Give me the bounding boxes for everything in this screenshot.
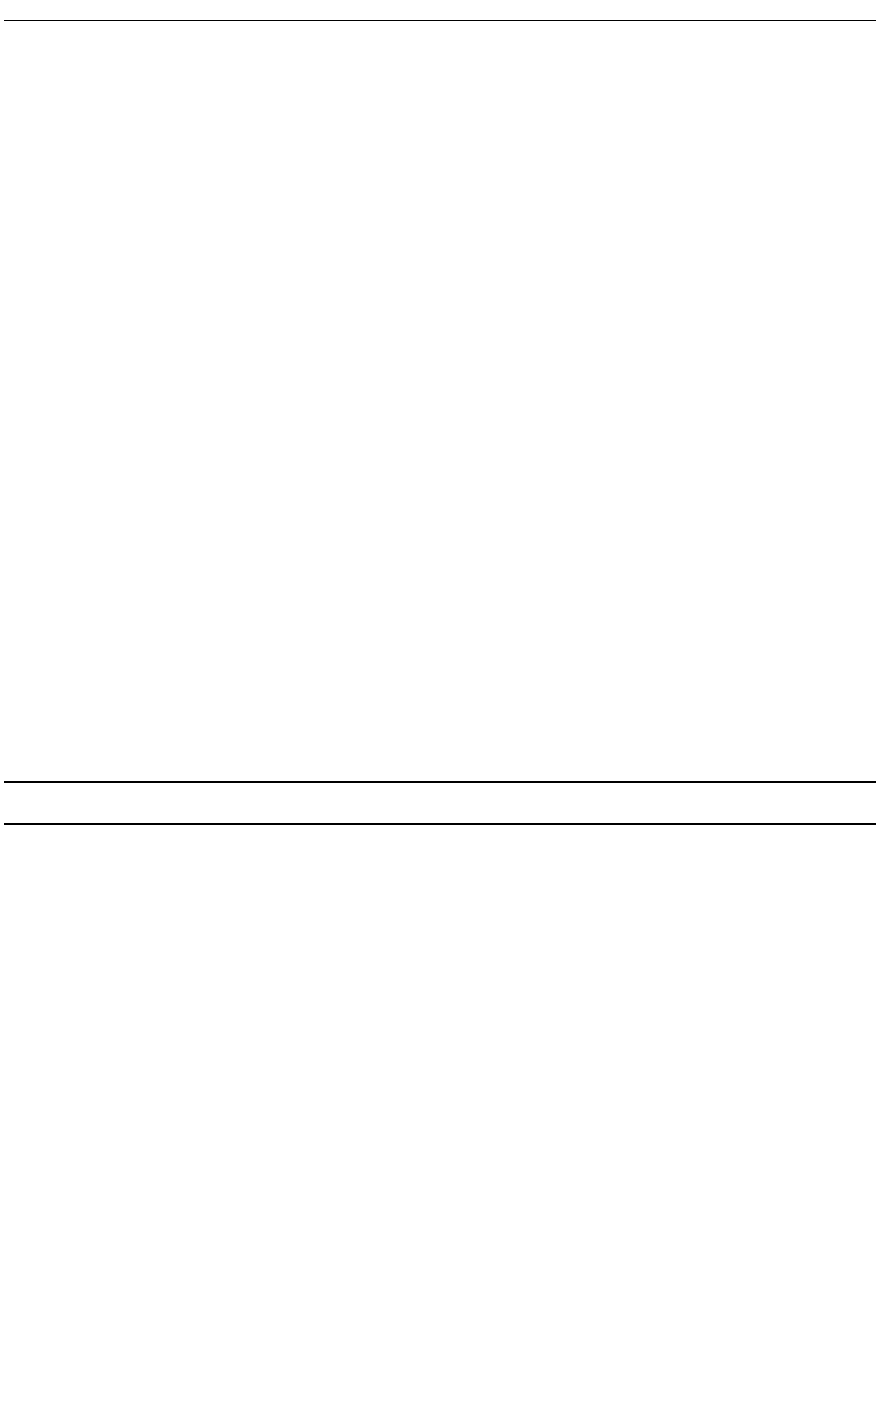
service-guide-columns xyxy=(4,824,876,1398)
masthead xyxy=(4,2,876,21)
home-service-guide-banner xyxy=(4,781,876,825)
help-wanted-columns xyxy=(4,22,876,778)
